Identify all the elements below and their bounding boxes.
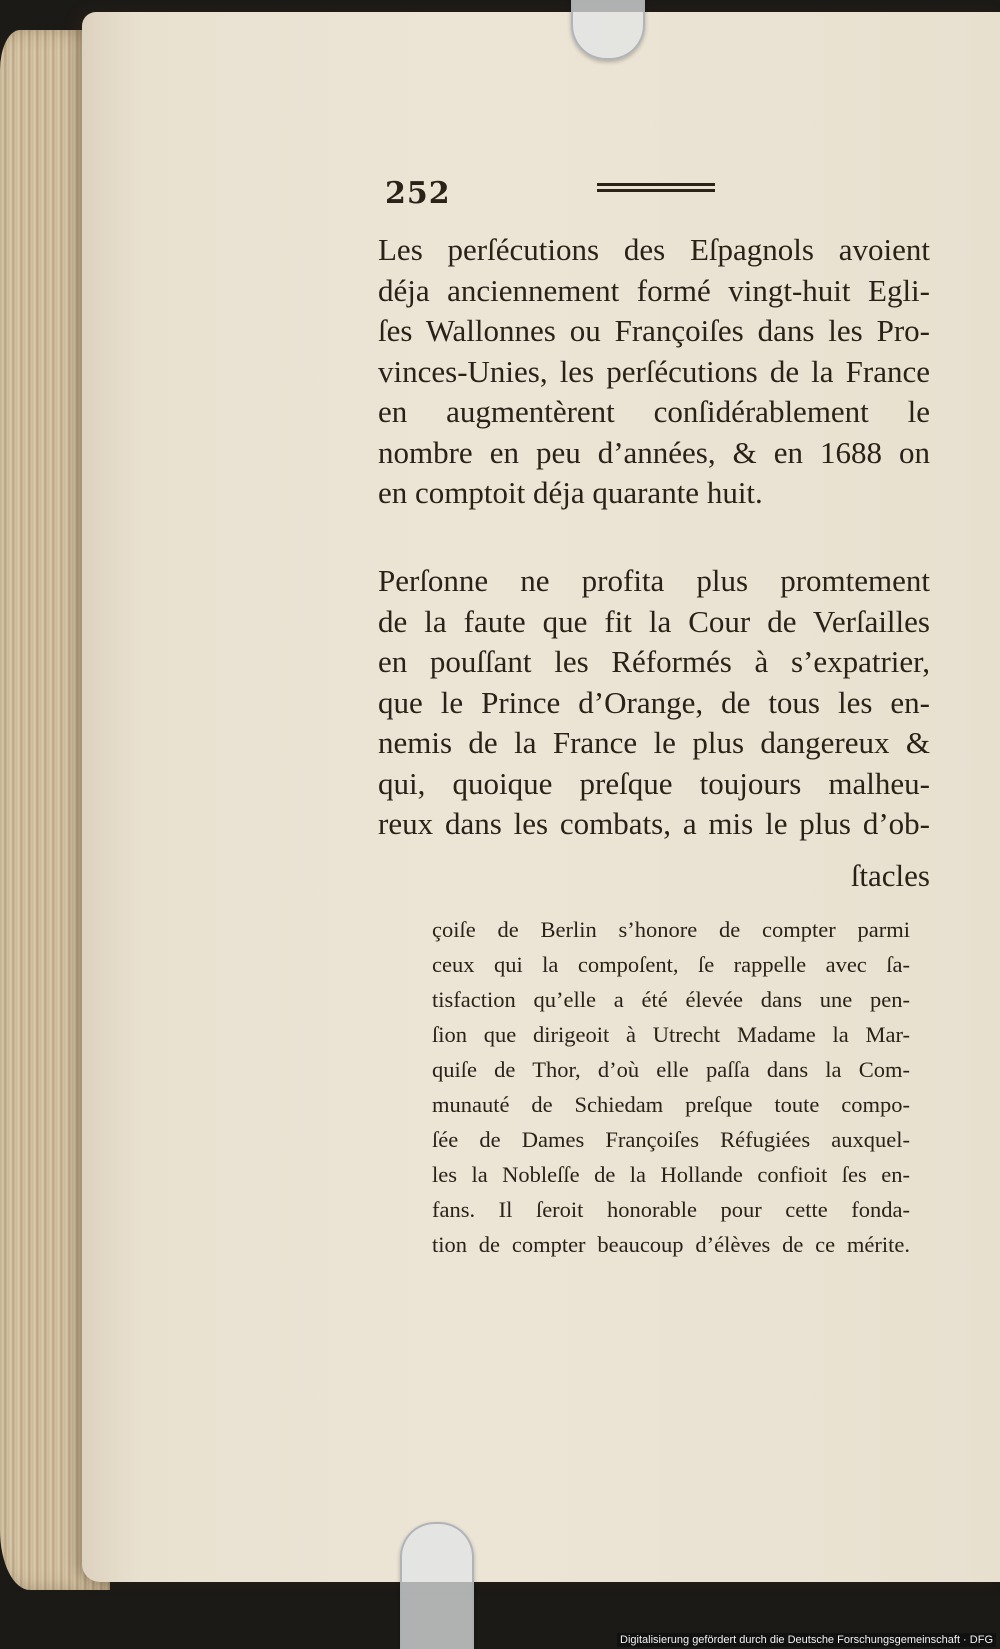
text-line: ſes Wallonnes ou Françoiſes dans les Pro- xyxy=(378,313,930,348)
bottom-page-clip xyxy=(400,1522,474,1649)
header-rule xyxy=(597,183,715,192)
text-line: nombre en peu d’années, & en 1688 on xyxy=(378,434,930,470)
footnote-line: tisfaction qu’elle a été élevée dans une pen- xyxy=(432,987,910,1012)
page-number: 252 xyxy=(385,176,451,211)
digitization-credit: Digitalisierung gefördert durch die Deutsche Forschungsgemeinschaft · DFG xyxy=(617,1633,996,1647)
text-line: en comptoit déja quarante huit. xyxy=(378,475,763,510)
text-line: que le Prince d’Orange, de tous les en- xyxy=(378,684,930,720)
paragraph-2 xyxy=(378,561,930,845)
text-line: en pouſſant les Réformés à s’expatrier, xyxy=(378,644,930,679)
paragraph-1 xyxy=(378,230,930,514)
catchword: ſtacles xyxy=(850,858,930,893)
text-line: Perſonne ne profita plus promtement xyxy=(378,563,930,598)
text-line: vinces-Unies, les perſécutions de la France xyxy=(378,353,930,389)
footnote-line: les la Nobleſſe de la Hollande confioit ſes en- xyxy=(432,1162,910,1187)
text-line: déja anciennement formé vingt-huit Egli- xyxy=(378,272,930,308)
text-line: de la faute que fit la Cour de Verſailles xyxy=(378,603,930,639)
footnote-line: quiſe de Thor, d’où elle paſſa dans la Com- xyxy=(432,1057,910,1082)
footnote-line: ceux qui la compoſent, ſe rappelle avec ſa- xyxy=(432,952,910,977)
text-line: en augmentèrent conſidérablement le xyxy=(378,394,930,429)
text-line: Les perſécutions des Eſpagnols avoient xyxy=(378,232,930,267)
footnote-line: ſion que dirigeoit à Utrecht Madame la Mar- xyxy=(432,1022,910,1047)
footnote-line: çoiſe de Berlin s’honore de compter parmi xyxy=(432,917,910,942)
footnote xyxy=(432,912,910,1262)
footnote-line: ſée de Dames Françoiſes Réfugiées auxquel- xyxy=(432,1127,910,1152)
footnote-line: tion de compter beaucoup d’élèves de ce mérite. xyxy=(432,1232,910,1257)
footnote-line: fans. Il ſeroit honorable pour cette fonda- xyxy=(432,1197,910,1222)
text-line: qui, quoique preſque toujours malheu- xyxy=(378,765,930,801)
text-line: nemis de la France le plus dangereux & xyxy=(378,725,930,760)
footnote-line: munauté de Schiedam preſque toute compo- xyxy=(432,1092,910,1117)
text-line: reux dans les combats, a mis le plus d’ob- xyxy=(378,806,930,841)
